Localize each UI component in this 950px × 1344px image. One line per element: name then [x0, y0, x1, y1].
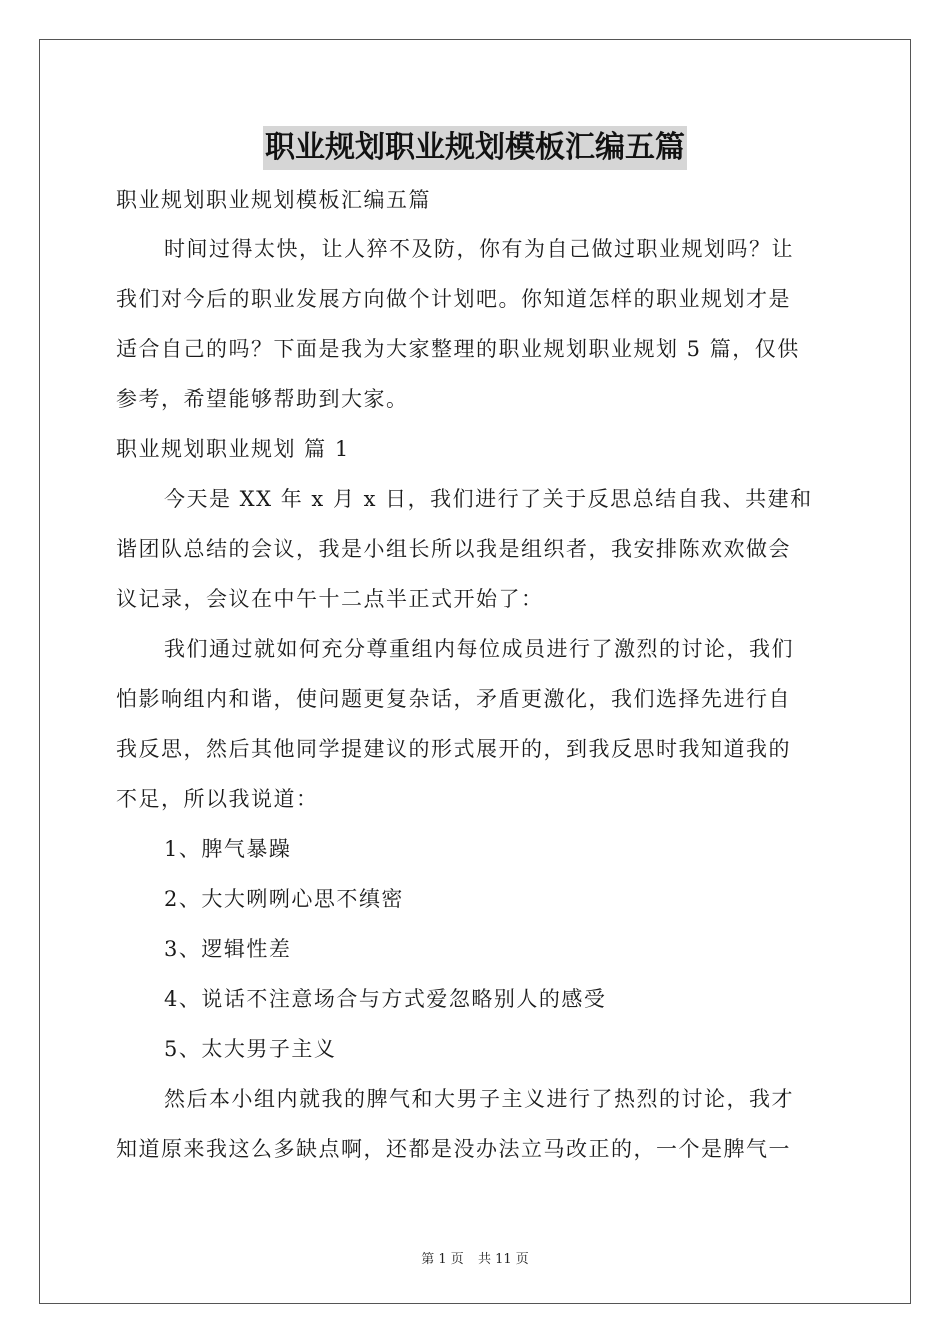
paragraph-line: 我们通过就如何充分尊重组内每位成员进行了激烈的讨论，我们	[164, 637, 794, 661]
paragraph-line: 我们对今后的职业发展方向做个计划吧。你知道怎样的职业规划才是	[116, 287, 791, 311]
paragraph-line: 知道原来我这么多缺点啊，还都是没办法立马改正的，一个是脾气一	[116, 1137, 791, 1161]
paragraph-line: 参考，希望能够帮助到大家。	[116, 387, 409, 411]
paragraph-line: 今天是 XX 年 x 月 x 日，我们进行了关于反思总结自我、共建和	[164, 487, 813, 511]
page-number: 第 1 页	[421, 1252, 464, 1267]
list-item: 3、逻辑性差	[164, 937, 292, 961]
paragraph-line: 不足，所以我说道：	[116, 787, 319, 811]
list-item: 1、脾气暴躁	[164, 837, 292, 861]
page-border	[39, 39, 911, 1304]
list-item: 4、说话不注意场合与方式爱忽略别人的感受	[164, 987, 607, 1011]
paragraph-line: 怕影响组内和谐，使问题更复杂话，矛盾更激化，我们选择先进行自	[116, 687, 791, 711]
paragraph-line: 谐团队总结的会议，我是小组长所以我是组织者，我安排陈欢欢做会	[116, 537, 791, 561]
paragraph-line: 适合自己的吗？下面是我为大家整理的职业规划职业规划 5 篇，仅供	[116, 337, 800, 361]
list-item: 5、太大男子主义	[164, 1037, 337, 1061]
paragraph-line: 然后本小组内就我的脾气和大男子主义进行了热烈的讨论，我才	[164, 1087, 794, 1111]
document-title: 职业规划职业规划模板汇编五篇	[263, 126, 687, 170]
paragraph-line: 我反思，然后其他同学提建议的形式展开的，到我反思时我知道我的	[116, 737, 791, 761]
page-total: 共 11 页	[477, 1252, 529, 1267]
section-heading: 职业规划职业规划 篇 1	[116, 437, 350, 461]
paragraph-line: 议记录，会议在中午十二点半正式开始了：	[116, 587, 544, 611]
title-wrap	[0, 126, 950, 170]
subtitle-line: 职业规划职业规划模板汇编五篇	[116, 188, 431, 212]
list-item: 2、大大咧咧心思不缜密	[164, 887, 404, 911]
page-footer	[0, 1248, 950, 1267]
paragraph-line: 时间过得太快，让人猝不及防，你有为自己做过职业规划吗？让	[164, 237, 794, 261]
